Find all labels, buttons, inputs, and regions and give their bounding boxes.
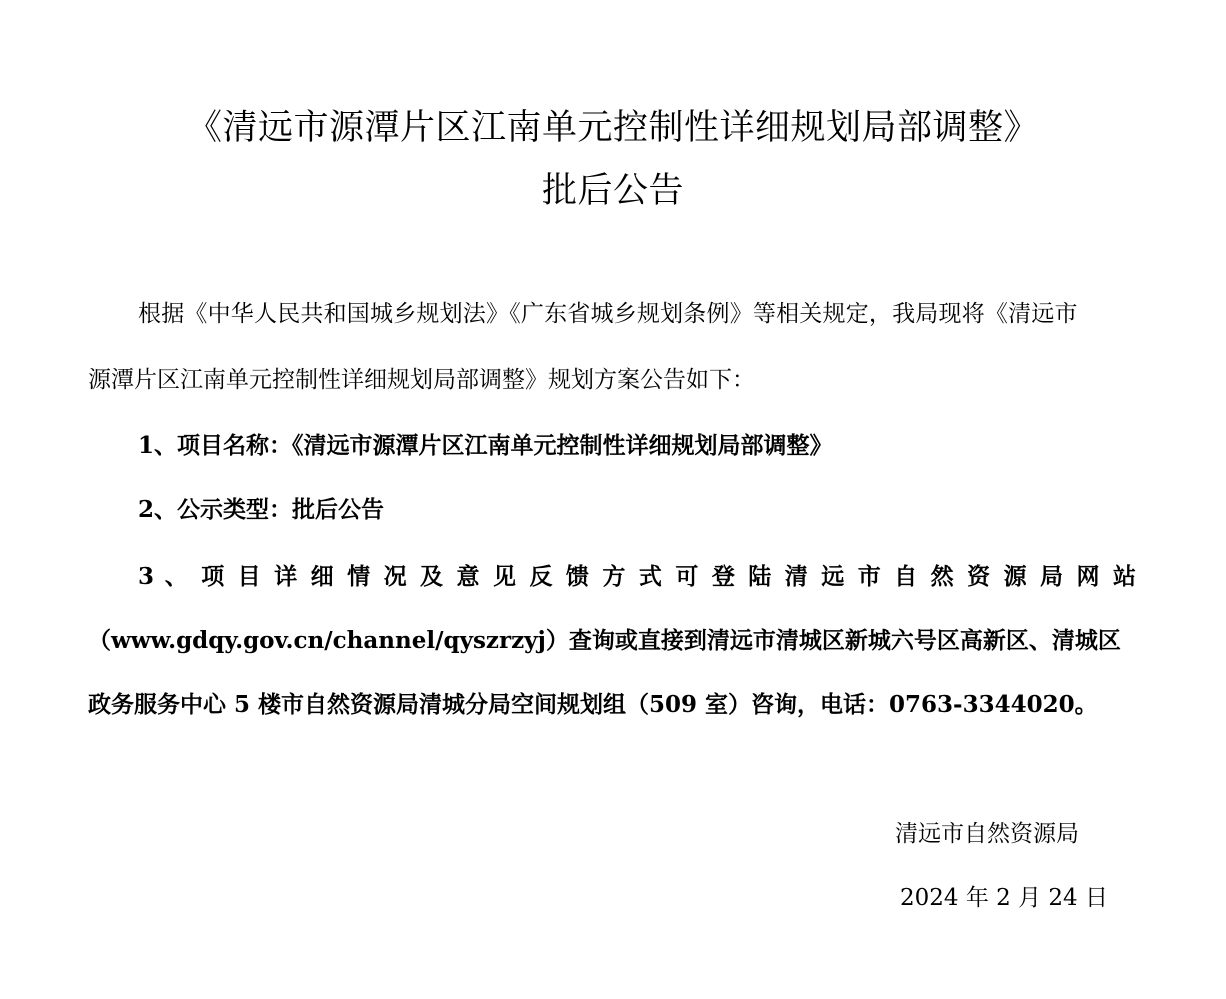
item-details-line-1: 3 、 项 目 详 细 情 况 及 意 见 反 馈 方 式 可 登 陆 清 远 市 自 然 资 源 局 网 站 (138, 563, 1136, 590)
item-announcement-type: 2、公示类型：批后公告 (138, 496, 385, 523)
document-title: 《清远市源潭片区江南单元控制性详细规划局部调整》 (186, 108, 1039, 148)
intro-paragraph-line-2: 源潭片区江南单元控制性详细规划局部调整》规划方案公告如下： (88, 367, 755, 393)
signature-date: 2024 年 2 月 24 日 (900, 885, 1108, 911)
document-subtitle: 批后公告 (541, 171, 684, 211)
item-details-line-3: 政务服务中心 5 楼市自然资源局清城分局空间规划组（509 室）咨询，电话：0763-3344020。 (88, 691, 1098, 718)
item-details-line-2: （www.gdqy.gov.cn/channel/qyszrzyj）查询或直接到清远市清城区新城六号区高新区、清城区 (88, 627, 1121, 654)
signature-organization: 清远市自然资源局 (895, 821, 1079, 847)
item-project-name: 1、项目名称：《清远市源潭片区江南单元控制性详细规划局部调整》 (138, 432, 833, 459)
intro-paragraph-line-1: 根据《中华人民共和国城乡规划法》《广东省城乡规划条例》等相关规定，我局现将《清远市 (138, 301, 1078, 327)
